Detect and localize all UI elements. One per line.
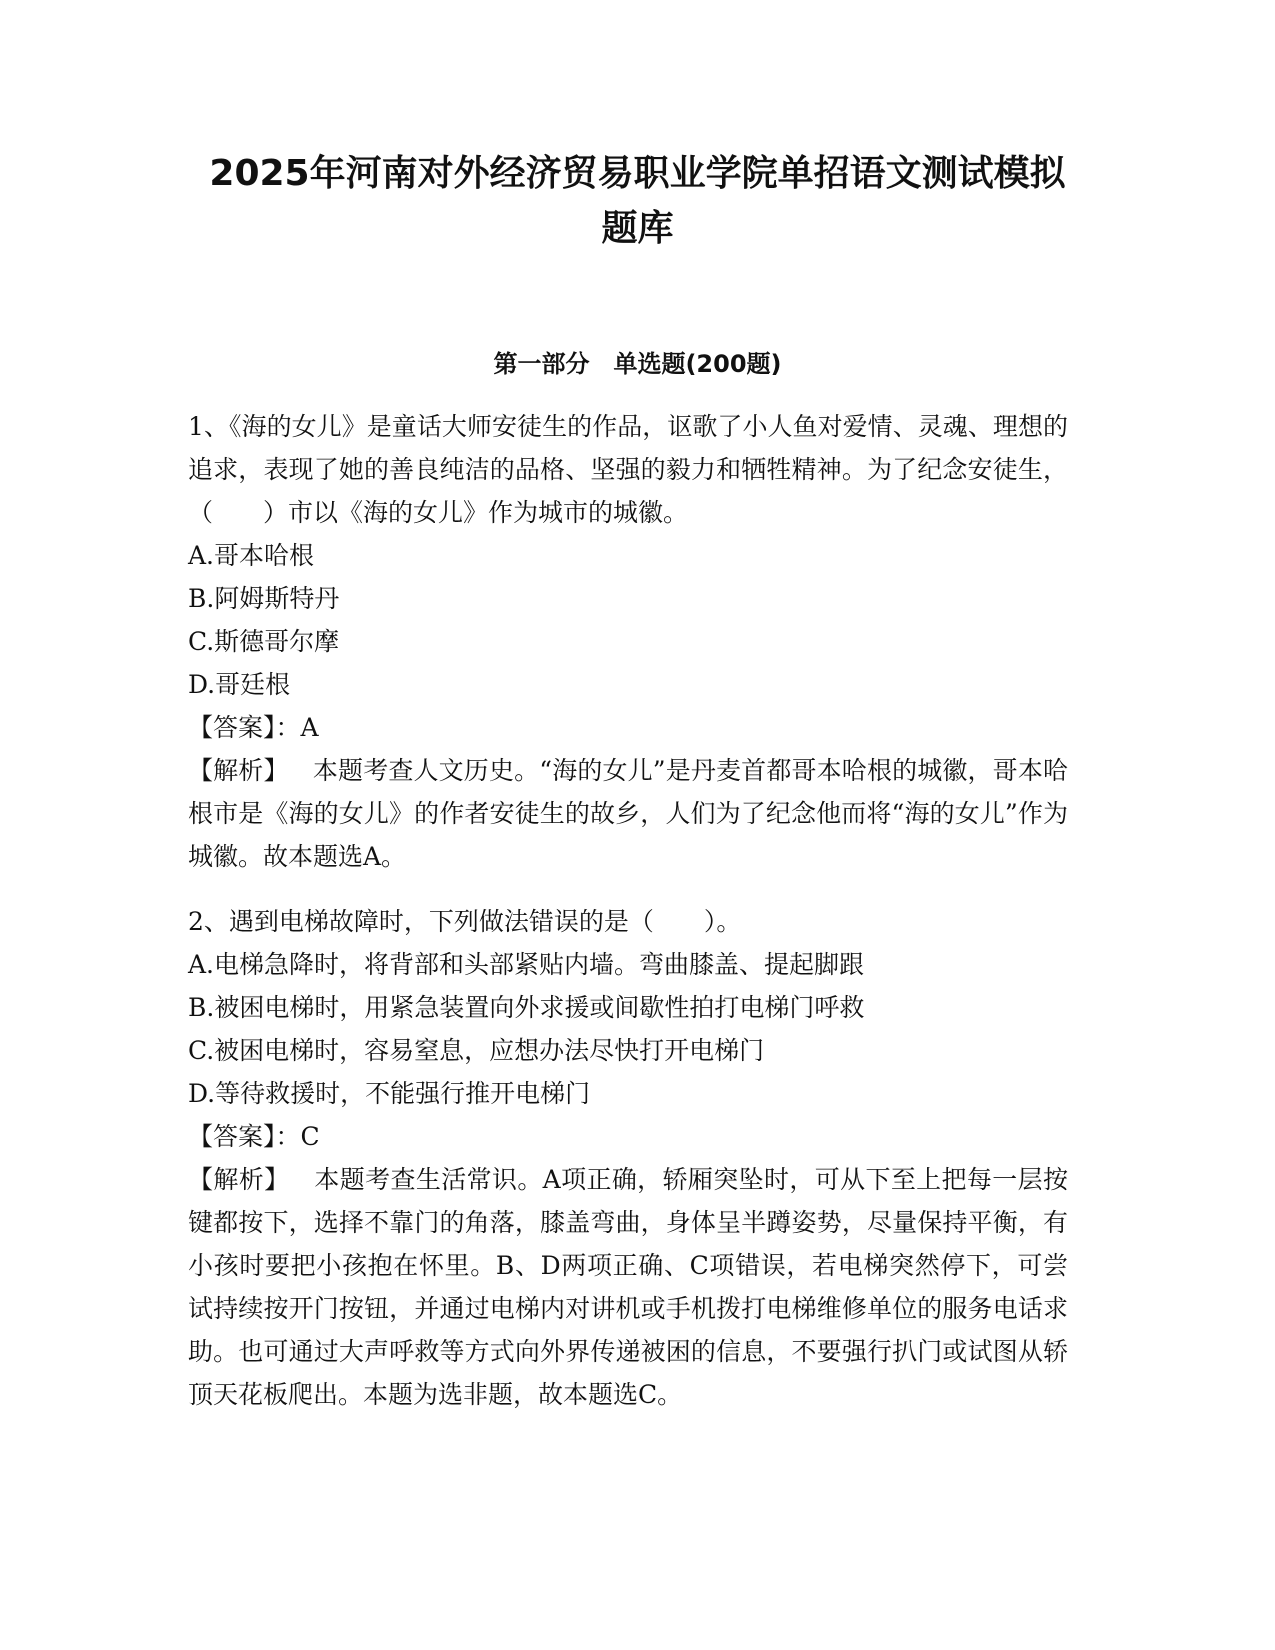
question-1 [188, 405, 1068, 878]
answer-value: A [300, 713, 319, 742]
analysis-text: 本题考查生活常识。A项正确，轿厢突坠时，可从下至上把每一层按键都按下，选择不靠门的角落，膝盖弯曲，身体呈半蹲姿势，尽量保持平衡，有小孩时要把小孩抱在怀里。B、D两项正确、C项错误，若电梯突然停下，可尝试持续按开门按钮，并通过电梯内对讲机或手机拨打电梯维修单位的服务电话求助。也可通过大声呼救等方式向外界传递被困的信息，不要强行扒门或试图从轿顶天花板爬出。本题为选非题，故本题选C。 [188, 1165, 1068, 1409]
option-b: B.阿姆斯特丹 [188, 584, 340, 613]
analysis-label: 【解析】 [188, 1165, 290, 1194]
answer-label: 【答案】： [188, 713, 301, 742]
document-title-line-1: 2025年河南对外经济贸易职业学院单招语文测试模拟 [209, 153, 1066, 194]
option-c: C.斯德哥尔摩 [188, 627, 340, 656]
document-title-line-2: 题库 [601, 208, 674, 249]
option-c: C.被困电梯时，容易窒息，应想办法尽快打开电梯门 [188, 1036, 765, 1065]
question-stem: 2、遇到电梯故障时，下列做法错误的是（ ）。 [188, 907, 742, 936]
analysis-paragraph [188, 1158, 1068, 1416]
option-d: D.哥廷根 [188, 670, 291, 699]
analysis-label: 【解析】 [188, 756, 289, 785]
document-title [150, 146, 1125, 256]
option-a: A.电梯急降时，将背部和头部紧贴内墙。弯曲膝盖、提起脚跟 [188, 950, 865, 979]
question-stem: 1、《海的女儿》是童话大师安徒生的作品，讴歌了小人鱼对爱情、灵魂、理想的追求，表现了她的善良纯洁的品格、坚强的毅力和牺牲精神。为了纪念安徒生，（ ）市以《海的女儿》作为城市的城徽。 [188, 412, 1068, 527]
analysis-paragraph [188, 749, 1068, 878]
answer-value: C [300, 1122, 320, 1151]
answer-line [188, 1115, 1068, 1158]
option-d: D.等待救援时，不能强行推开电梯门 [188, 1079, 591, 1108]
option-b: B.被困电梯时，用紧急装置向外求援或间歇性拍打电梯门呼救 [188, 993, 865, 1022]
option-a: A.哥本哈根 [188, 541, 315, 570]
section-heading: 第一部分 单选题(200题) [493, 350, 782, 378]
answer-label: 【答案】： [188, 1122, 301, 1151]
analysis-text: 本题考查人文历史。“海的女儿”是丹麦首都哥本哈根的城徽，哥本哈根市是《海的女儿》的作者安徒生的故乡，人们为了纪念他而将“海的女儿”作为城徽。故本题选A。 [188, 756, 1068, 871]
question-2 [188, 900, 1068, 1416]
answer-line [188, 706, 1068, 749]
